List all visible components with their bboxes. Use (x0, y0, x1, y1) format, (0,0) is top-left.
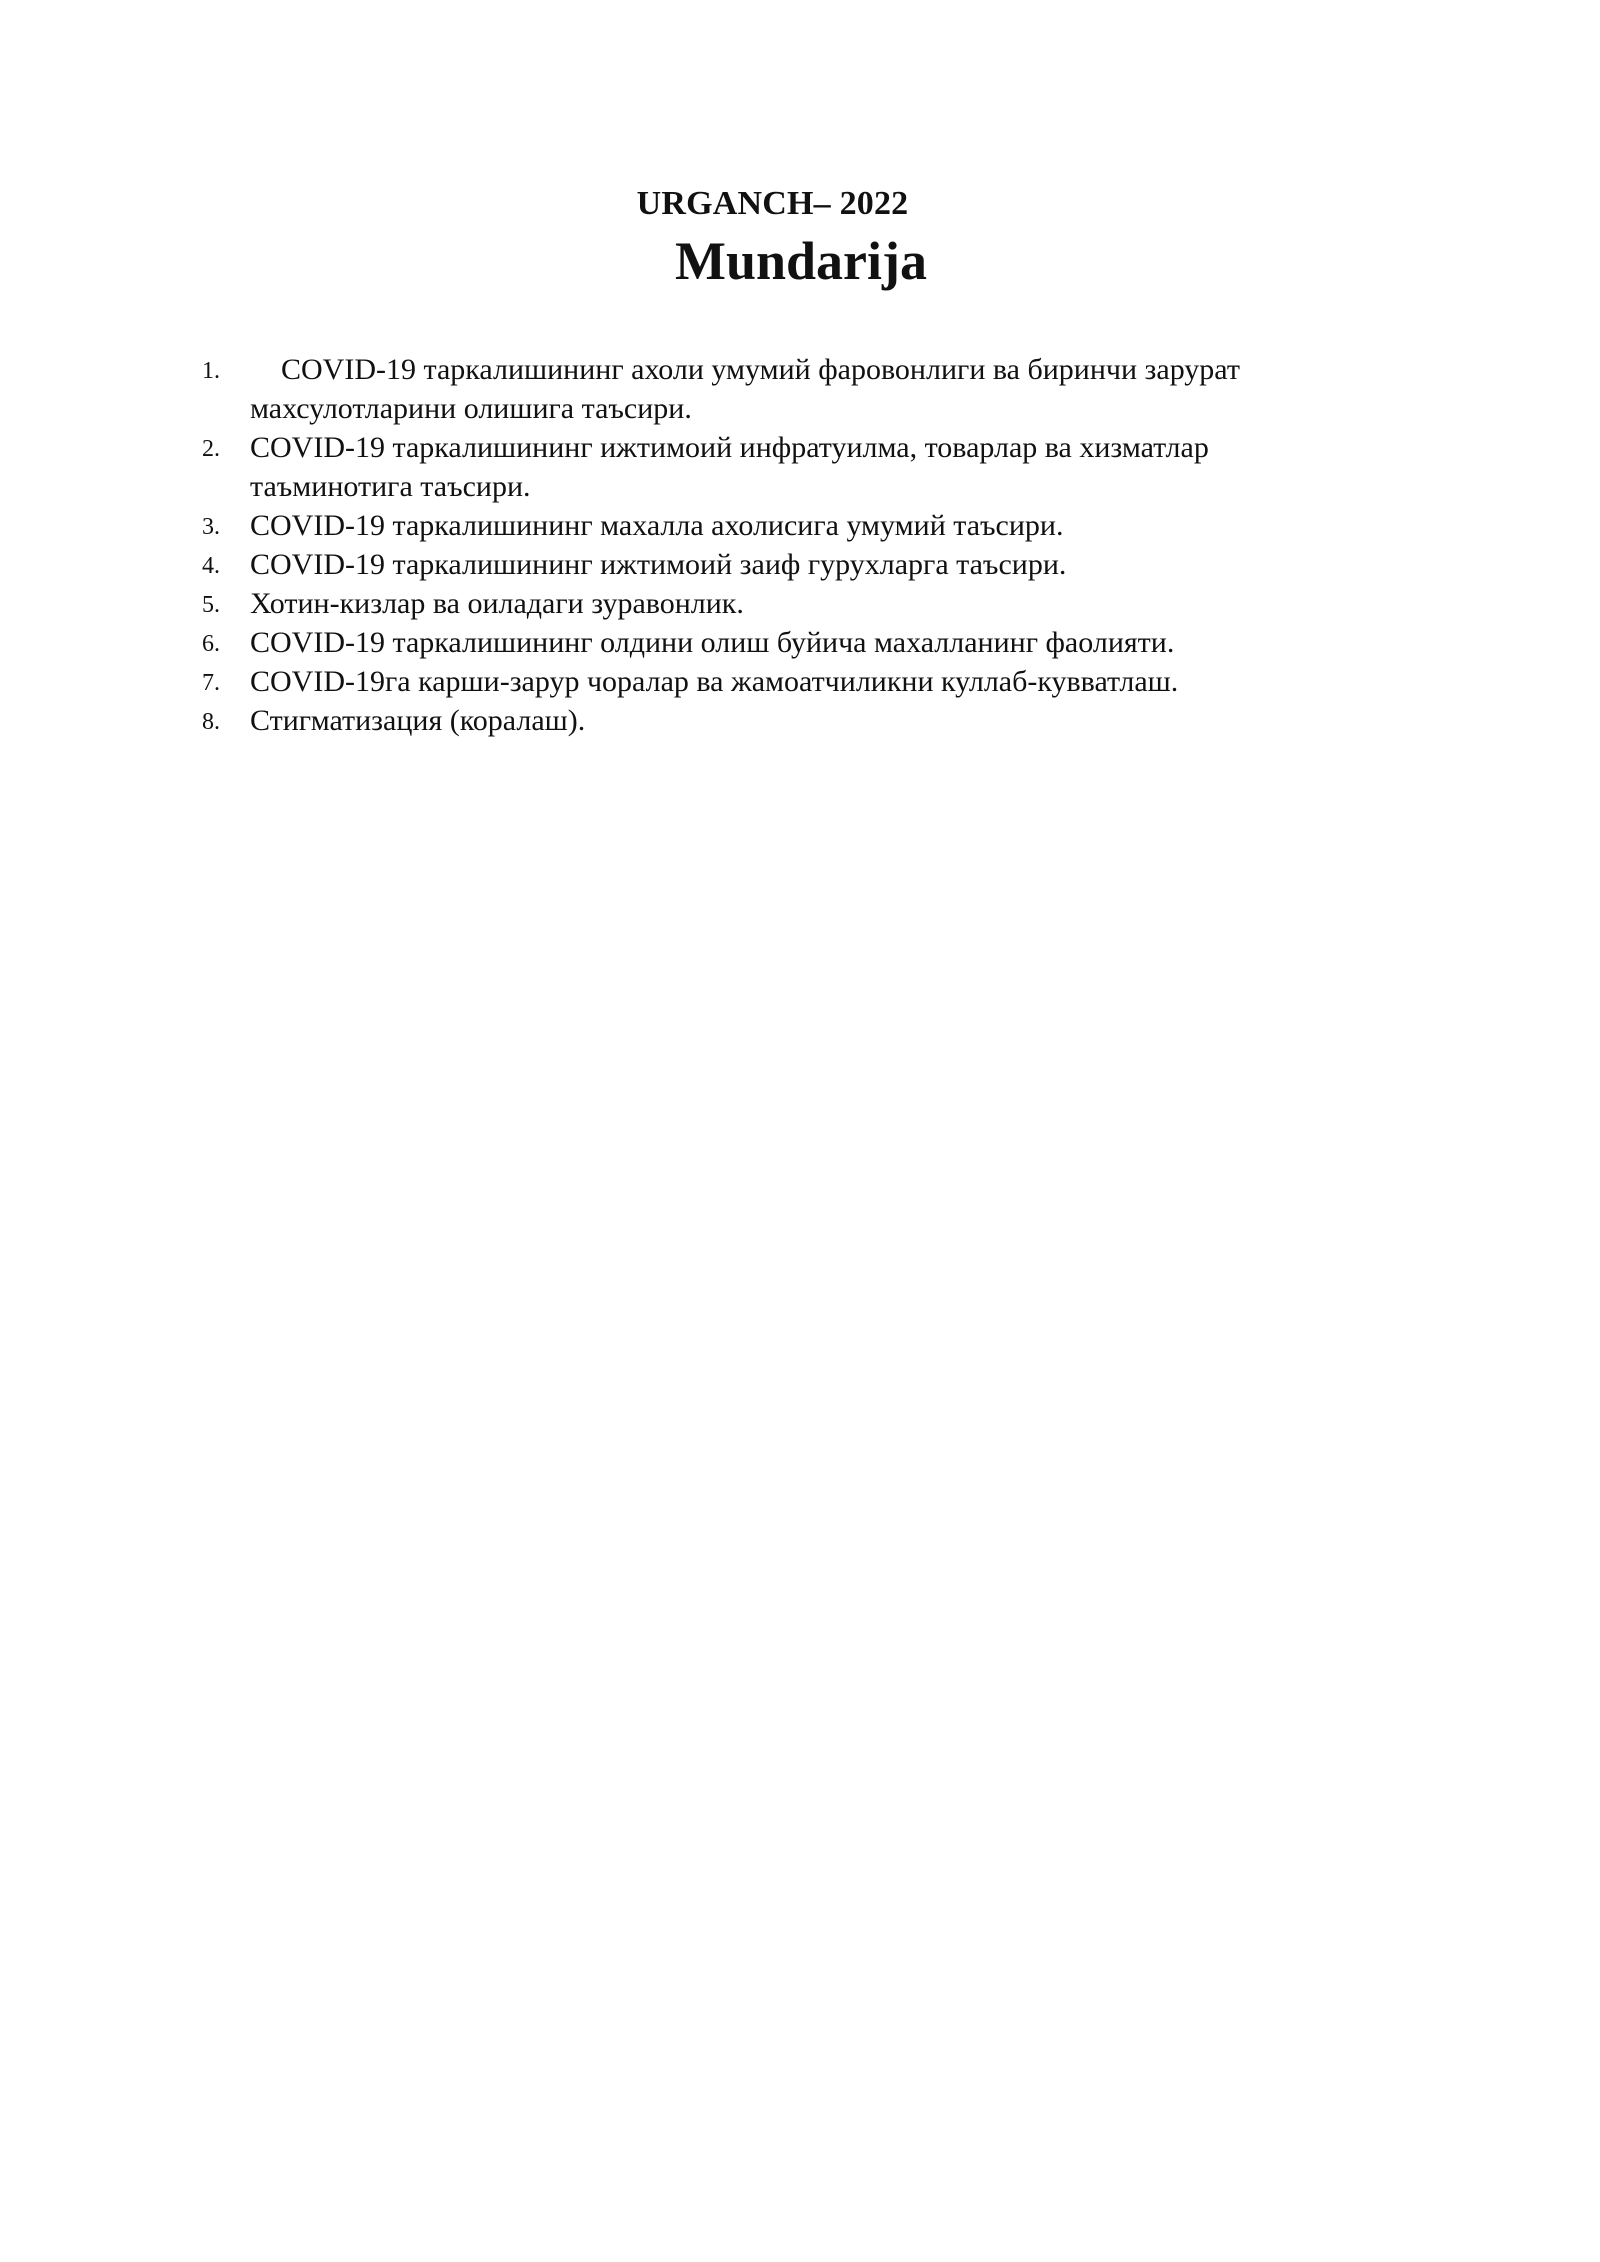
toc-item-number: 3. (202, 514, 220, 540)
toc-item-2 (0, 428, 1600, 506)
toc-item-number: 6. (202, 631, 220, 657)
toc-item-text: COVID-19 таркалишининг ахоли умумий фаровонлиги ва биринчи зарурат махсулотларини олишига таъсири. (250, 353, 1240, 425)
toc-item-number: 2. (202, 436, 220, 462)
toc-item-7 (0, 662, 1600, 701)
toc-item-text: COVID-19 таркалишининг ижтимоий заиф гурухларга таъсири. (250, 548, 1067, 581)
toc-item-number: 4. (202, 553, 220, 579)
toc-item-text: COVID-19га карши-зарур чоралар ва жамоатчиликни куллаб-кувватлаш. (250, 665, 1179, 698)
toc-item-3 (0, 506, 1600, 545)
toc-item-text: COVID-19 таркалишининг махалла ахолисига умумий таъсири. (250, 509, 1064, 542)
toc-item-number: 1. (202, 358, 220, 384)
toc-item-1 (0, 350, 1600, 428)
toc-item-text: COVID-19 таркалишининг олдини олиш буйича махалланинг фаолияти. (250, 626, 1175, 659)
toc-item-text: COVID-19 таркалишининг ижтимоий инфратуилма, товарлар ва хизматлар таъминотига таъсири. (250, 431, 1209, 503)
toc-item-5 (0, 584, 1600, 623)
city-year-heading: URGANCH– 2022 (636, 185, 909, 222)
table-of-contents (0, 350, 1600, 740)
toc-item-4 (0, 545, 1600, 584)
toc-item-8 (0, 701, 1600, 740)
toc-item-number: 7. (202, 670, 220, 696)
toc-item-text: Стигматизация (коралаш). (250, 704, 586, 737)
page-title: Mundarija (674, 231, 928, 291)
toc-item-number: 8. (202, 709, 220, 735)
toc-item-number: 5. (202, 592, 220, 618)
toc-item-text: Хотин-кизлар ва оиладаги зуравонлик. (250, 587, 744, 620)
toc-item-6 (0, 623, 1600, 662)
